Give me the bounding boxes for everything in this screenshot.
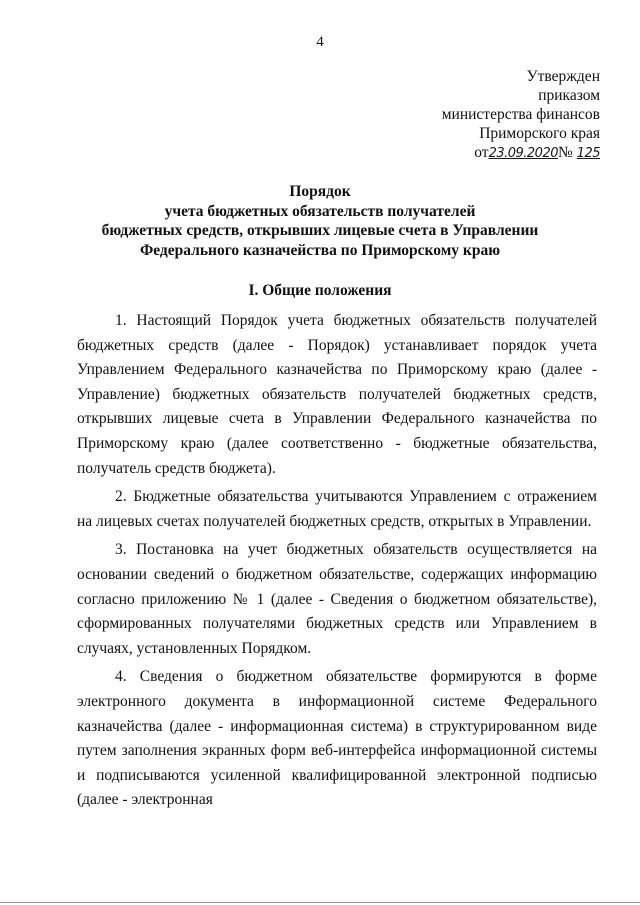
approval-line-ministry: министерства финансов xyxy=(441,106,600,123)
title-line-1: Порядок xyxy=(289,183,351,200)
title-line-2: учета бюджетных обязательств получателей xyxy=(164,202,476,220)
handwritten-number: 125 xyxy=(576,146,600,161)
paragraph-2: 2. Бюджетные обязательства учитываются Управлением с отражением на лицевых счетах получателей бюджетных средств, открытых в Управлении. xyxy=(77,488,597,530)
approval-date-number-line xyxy=(442,143,600,163)
paragraph-3: 3. Постановка на учет бюджетных обязательств осуществляется на основании сведений о бюджетном обязательстве, содержащих информацию согласно приложению № 1 (далее - Сведения о бюджетном обязательстве), сформированных получателями бюджетных средств или Управлением в случаях, установленных Порядком. xyxy=(77,541,597,657)
handwritten-date: 23.09.2020 xyxy=(488,146,558,161)
title-line-4: Федерального казначейства по Приморскому краю xyxy=(139,241,501,259)
section-heading: I. Общие положения xyxy=(248,282,392,299)
paragraph-4: 4. Сведения о бюджетном обязательстве формируются в форме электронного документа в информационной системе Федерального казначейства (далее - информационная система) в структурированном виде путем заполнения экранных форм веб-интерфейса информационной системы и подписываются усиленной квалифицированной электронной подписью (далее - электронная xyxy=(77,668,597,809)
approval-number-sign: № xyxy=(558,144,573,161)
approval-from-prefix: от xyxy=(474,144,489,161)
approval-stamp-block xyxy=(442,67,600,163)
paragraph-1: 1. Настоящий Порядок учета бюджетных обязательств получателей бюджетных средств (далее - Порядок) устанавливает порядок учета Управлением Федерального казначейства по Приморскому краю (далее - Управление) бюджетных обязательств получателей бюджетных средств, открывших лицевые счета в Управлении Федерального казначейства по Приморскому краю (далее соответственно - бюджетные обязательства, получатель средств бюджета). xyxy=(77,312,597,477)
document-body xyxy=(77,309,597,817)
scan-edge-line xyxy=(0,902,640,903)
approval-line-region: Приморского края xyxy=(479,125,600,142)
title-line-3: бюджетных средств, открывших лицевые счета в Управлении xyxy=(101,222,539,239)
document-title xyxy=(0,182,640,260)
approval-line-approved: Утвержден xyxy=(526,68,600,85)
page-number: 4 xyxy=(316,34,324,50)
approval-line-by-order: приказом xyxy=(538,87,600,104)
